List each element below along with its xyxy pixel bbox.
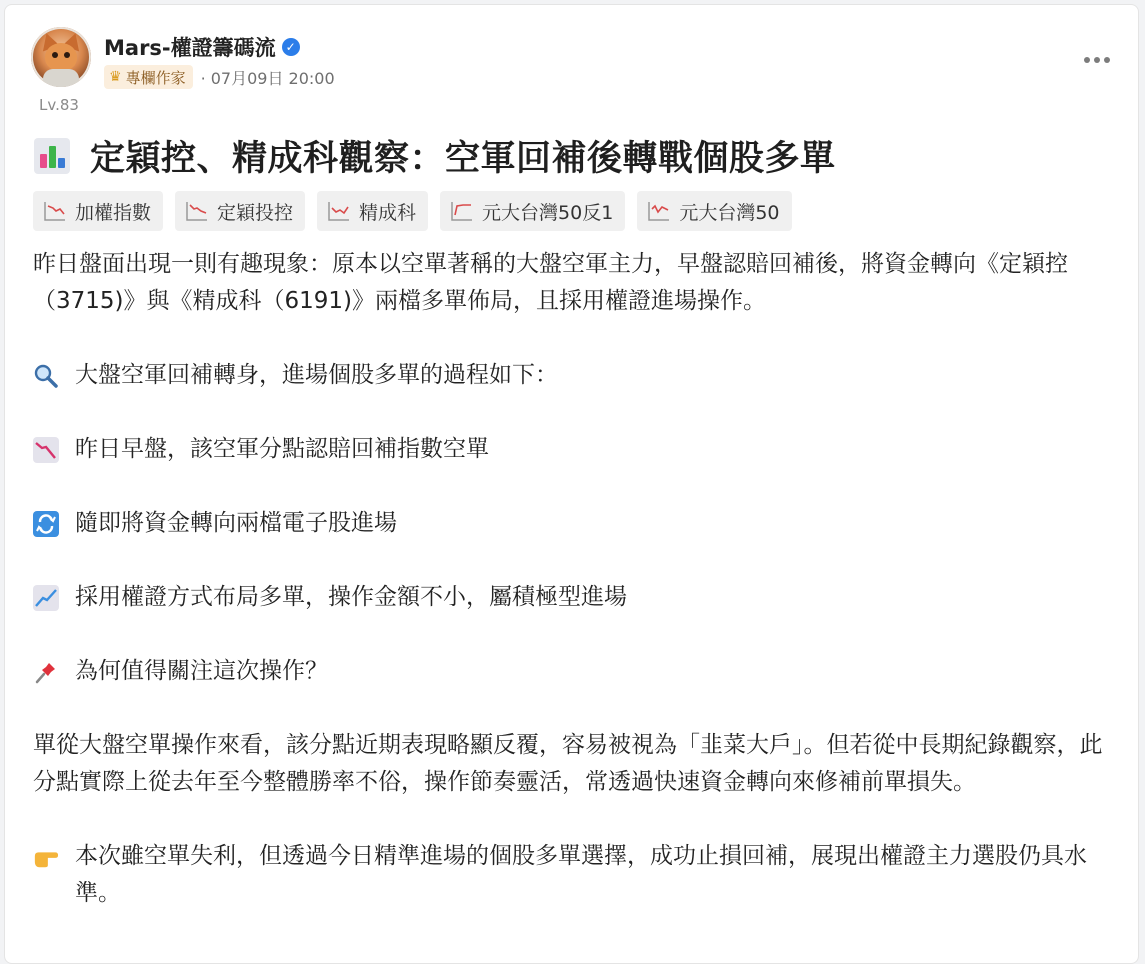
stock-chart-icon <box>647 200 671 222</box>
more-dot-icon <box>1084 57 1090 63</box>
post-title: 定穎控、精成科觀察：空軍回補後轉戰個股多單 <box>90 139 836 179</box>
post-card <box>4 4 1139 964</box>
point-up-text: 採用權證方式布局多單，操作金額不小，屬積極型進場 <box>75 584 627 610</box>
stock-chart-icon <box>185 200 209 222</box>
magnifier-icon <box>33 363 59 389</box>
author-name[interactable]: Mars-權證籌碼流 <box>104 36 276 60</box>
chart-decreasing-icon <box>33 437 59 463</box>
verified-check-icon: ✓ <box>282 38 300 56</box>
avatar-eye-left <box>52 52 58 58</box>
post-body <box>33 246 1123 912</box>
avatar-face <box>45 43 77 71</box>
badge-label: 專欄作家 <box>125 68 186 87</box>
author-level: Lv.83 <box>39 96 79 114</box>
author-avatar[interactable] <box>31 27 91 87</box>
avatar-body <box>43 69 79 87</box>
tag-yuanta-taiwan50[interactable] <box>637 191 791 231</box>
chart-increasing-icon <box>33 585 59 611</box>
crown-icon: ♛ <box>109 69 122 85</box>
point-search <box>33 357 1123 394</box>
more-dot-icon <box>1094 57 1100 63</box>
point-down-text: 昨日早盤，該空軍分點認賠回補指數空單 <box>75 436 489 462</box>
avatar-eye-right <box>64 52 70 58</box>
tag-label: 精成科 <box>359 201 417 224</box>
arrows-cycle-icon <box>33 511 59 537</box>
intro-paragraph: 昨日盤面出現一則有趣現象：原本以空單著稱的大盤空軍主力，早盤認賠回補後，將資金轉向《定穎控（3715)》與《精成科（6191)》兩檔多單佈局，且採用權證進場操作。 <box>33 251 1068 314</box>
tag-dingying[interactable] <box>175 191 305 231</box>
columnist-badge <box>104 65 193 89</box>
point-down <box>33 431 1123 468</box>
stock-chart-icon <box>327 200 351 222</box>
point-search-text: 大盤空軍回補轉身，進場個股多單的過程如下： <box>75 362 558 388</box>
bar-chart-icon <box>34 138 70 174</box>
point-switch-text: 隨即將資金轉向兩檔電子股進場 <box>75 510 397 536</box>
tag-yuanta-taiwan50-inverse[interactable] <box>440 191 625 231</box>
tag-label: 加權指數 <box>75 201 152 224</box>
point-pin <box>33 653 1123 690</box>
stock-chart-icon <box>450 200 474 222</box>
tag-jingchengke[interactable] <box>317 191 428 231</box>
analysis-paragraph: 單從大盤空單操作來看，該分點近期表現略顯反覆，容易被視為「韭菜大戶」。但若從中長期紀錄觀察，此分點實際上從去年至今整體勝率不俗，操作節奏靈活，常透過快速資金轉向來修補前單損失。 <box>33 732 1103 795</box>
author-name-row <box>104 32 300 62</box>
pushpin-icon <box>33 659 59 685</box>
point-switch <box>33 505 1123 542</box>
tag-label: 定穎投控 <box>217 201 294 224</box>
tag-label: 元大台灣50 <box>679 201 780 224</box>
post-title-row <box>34 131 836 181</box>
post-timestamp: · 07月09日 20:00 <box>200 68 335 88</box>
author-meta-row <box>104 65 335 89</box>
more-dot-icon <box>1104 57 1110 63</box>
stock-tags <box>33 191 792 231</box>
point-hand <box>33 838 1123 912</box>
stock-chart-icon <box>43 200 67 222</box>
point-up <box>33 579 1123 616</box>
tag-taiex[interactable] <box>33 191 163 231</box>
point-pin-text: 為何值得關注這次操作？ <box>75 658 328 684</box>
point-hand-text: 本次雖空單失利，但透過今日精準進場的個股多單選擇，成功止損回補，展現出權證主力選股仍具水準。 <box>75 843 1087 906</box>
more-options-button[interactable] <box>1077 49 1117 71</box>
pointing-hand-icon <box>33 844 59 870</box>
tag-label: 元大台灣50反1 <box>482 201 614 224</box>
